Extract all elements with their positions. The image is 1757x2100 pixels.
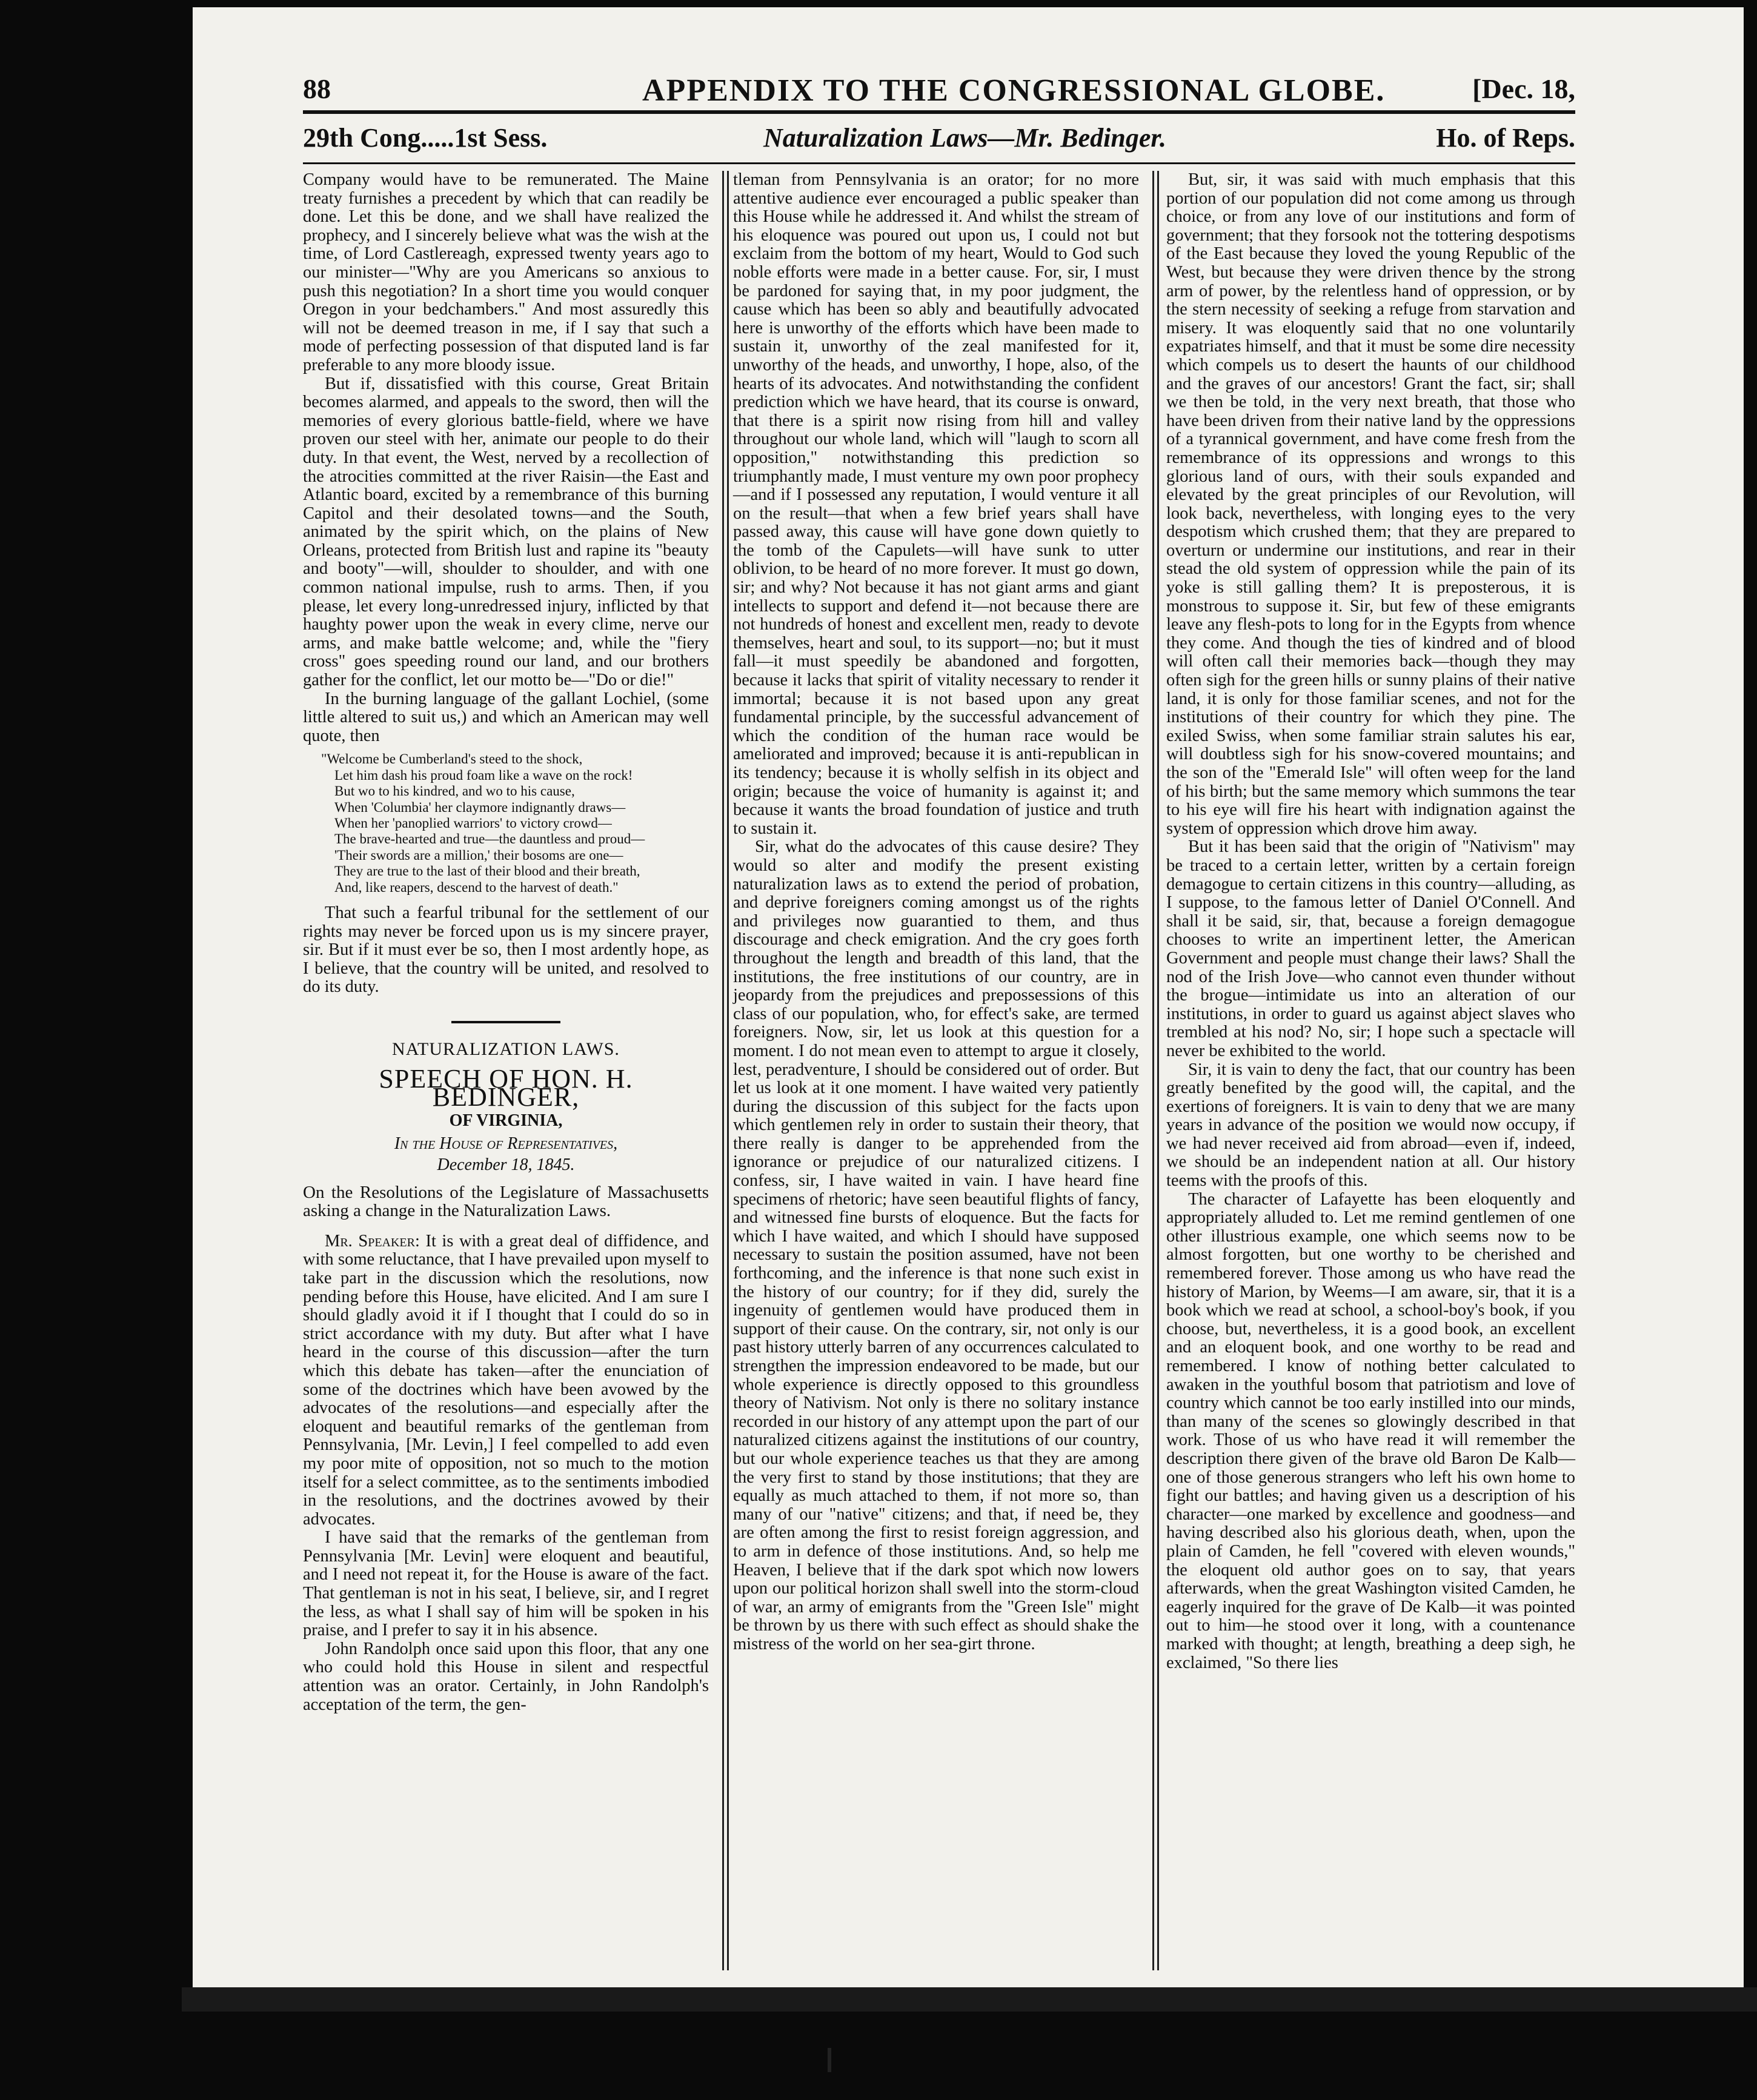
running-header xyxy=(303,119,1575,155)
verse-line: But wo to his kindred, and wo to his cause, xyxy=(334,783,575,799)
page-header xyxy=(303,67,1575,108)
speaker-address: Mr. Speaker: xyxy=(325,1231,420,1251)
verse-line: They are true to the last of their blood and their breath, xyxy=(334,863,640,879)
paragraph: Sir, what do the advocates of this cause desire? They would so alter and modify the present existing naturalization laws as to extend the period of probation, and deprive foreigners coming amongst us of the rights and privileges now guarantied to them, and thus discourage and check emigration. And the cry goes forth throughout the length and breadth of this land, that the institutions, the free institutions of our country, are in jeopardy from the prejudices and prepossessions of this class of our population, who, for effect's sake, are termed foreigners. Now, sir, let us look at this question for a moment. I do not mean even to attempt to argue it closely, lest, peradventure, I should be considered out of order. But let us look at it one moment. I have waited very patiently during the discussion of this subject for the facts upon which gentlemen rely in order to sustain their theory, that there really is danger to be apprehended from the ignorance or prejudice of our naturalized citizens. I confess, sir, I have waited in vain. I have heard fine specimens of rhetoric; have seen beautiful flights of fancy, and witnessed fine bursts of eloquence. But the facts for which I have waited, and which I should have supposed necessary to sustain the position assumed, have not been forthcoming, and the inference is that none such exist in the history of our country; for if they did, surely the ingenuity of gentlemen would have produced them in support of their cause. On the contrary, sir, not only is our past history utterly barren of any occurrences calculated to strengthen the impression endeavored to be made, but our whole experience is directly opposed to this groundless theory of Nativism. Not only is there no solitary instance recorded in our history of any attempt upon the part of our naturalized citizens against the institutions of our country, but our whole experience teaches us that they are among the very first to stand by those institutions; that they are equally as much attached to them, if not more so, than many of our "native" citizens; and that, if need be, they are often among the first to resist foreign aggression, and to arm in defence of those institutions. And, so help me Heaven, I believe that if the dark spot which now lowers upon our political horizon shall swell into the storm-cloud of war, an army of emigrants from the "Green Isle" might be thrown by us there with such effect as should shake the mistress of the world on her sea-girt throne. xyxy=(733,837,1139,1653)
section-divider xyxy=(451,1021,560,1023)
paragraph: But it has been said that the origin of "Nativism" may be traced to a certain letter, written by a certain foreign demagogue to certain citizens in this country—alluding, as I suppose, to the famous letter of Daniel O'Connell. And shall it be said, sir, that, because a foreign demagogue chooses to write an impertinent letter, the American Government and people must change their laws? Shall the nod of the Irish Jove—who cannot even thunder without the brogue—intimidate us into an alteration of our institutions, in order to guard us against abject slaves who trembled at his nod? No, sir; I hope such a spectacle will never be exhibited to the world. xyxy=(1166,837,1575,1060)
paragraph-text: It is with a great deal of diffidence, and with some reluctance, that I have prevailed upon myself to take part in the discussion which the resolutions, now pending before this House, have elicited. And I am sure I should gladly avoid it if I thought that I could do so in strict accordance with my duty. But after what I have heard in the course of this discussion—after the turn which this debate has taken—after the enunciation of some of the doctrines which have been avowed by the advocates of the resolutions—and especially after the eloquent and beautiful remarks of the gentleman from Pennsylvania, [Mr. Levin,] I feel compelled to add even my poor mite of opposition, not so much to the motion itself for a select committee, as to the sentiments imbodied in the resolutions, and the doctrines avowed by their advocates. xyxy=(303,1231,709,1529)
column-2 xyxy=(733,171,1139,1654)
paragraph: Company would have to be remunerated. The Maine treaty furnishes a precedent by which that can readily be done. Let this be done, and we shall have realized the prophecy, and I sincerely believe what was the wish at the time, of Lord Castlereagh, expressed twenty years ago to our minister—"Why are you Americans so anxious to push this negotiation? In a short time you would conquer Oregon in your bedchambers." And most assuredly this will not be deemed treason in me, if I say that such a mode of perfecting possession of that disputed land is far preferable to any more bloody issue. xyxy=(303,170,709,374)
verse-line: When her 'panoplied warriors' to victory crowd— xyxy=(334,816,612,831)
speech-title: SPEECH OF HON. H. BEDINGER, xyxy=(379,1063,633,1112)
speaker-state: OF VIRGINIA, xyxy=(449,1111,563,1130)
paragraph xyxy=(303,1232,709,1529)
house-label: Ho. of Reps. xyxy=(1436,123,1575,153)
paragraph: tleman from Pennsylvania is an orator; for no more attentive audience ever encouraged a public speaker than this House while he addressed it. And whilst the stream of his eloquence was poured out upon us, I could not but exclaim from the bottom of my heart, Would to God such noble efforts were made in a better cause. For, sir, I must be pardoned for saying that, in my poor judgment, the cause which has been so ably and beautifully advocated here is unworthy of the efforts which have been made to sustain it, unworthy of the zeal manifested for it, unworthy of the heads, and unworthy, I hope, also, of the hearts of its advocates. And notwithstanding the confident prediction which we have heard, that its course is onward, that there is a spirit now rising from hill and valley throughout our whole land, which will "laugh to scorn all opposition," notwithstanding this prediction so triumphantly made, I must venture my own poor prophecy—and if I possessed any reputation, I would venture it all on the result—that when a few brief years shall have passed away, this cause will have gone down quietly to the tomb of the Capulets—will have sunk to utter oblivion, to be heard of no more forever. It must go down, sir; and why? Not because it has not giant arms and giant intellects to support and defend it—not because there are not hundreds of honest and excellent men, ready to devote themselves, heart and soul, to its support—no; but it must fall—it must speedily be abandoned and forgotten, because it lacks that spirit of vitality necessary to render it immortal; because it is not based upon any great fundamental principle, by the successful advancement of which the condition of the human race would be ameliorated and improved; because it is anti-republican in its tendency; because it is wholly selfish in its object and origin; because the voice of humanity is against it; and because it wants the broad foundation of justice and truth to sustain it. xyxy=(733,170,1139,838)
verse-line: The brave-hearted and true—the dauntless and proud— xyxy=(334,831,645,847)
header-date: [Dec. 18, xyxy=(1472,73,1575,104)
paragraph: I have said that the remarks of the gentleman from Pennsylvania [Mr. Levin] were eloquent and beautiful, and I need not repeat it, for the House is aware of the fact. That gentleman is not in his seat, I believe, sir, and I regret the less, as what I shall say of him will be spoken in his praise, and I prefer to say it in his absence. xyxy=(303,1528,709,1640)
running-title: Naturalization Laws—Mr. Bedinger. xyxy=(763,123,1167,153)
quoted-verse xyxy=(321,751,709,895)
verse-line: "Welcome be Cumberland's steed to the shock, xyxy=(321,751,583,767)
congress-session: 29th Cong.....1st Sess. xyxy=(303,123,548,153)
verse-line: And, like reapers, descend to the harvest of death." xyxy=(334,879,619,895)
column-rule xyxy=(727,171,729,1970)
header-rule xyxy=(303,110,1575,114)
speech-date: December 18, 1845. xyxy=(437,1155,575,1174)
paragraph: In the burning language of the gallant Lochiel, (some little altered to suit us,) and which an American may well quote, then xyxy=(303,689,709,745)
verse-line: Let him dash his proud foam like a wave on the rock! xyxy=(334,767,633,783)
column-rule xyxy=(722,171,724,1970)
verse-line: 'Their swords are a million,' their bosoms are one— xyxy=(334,847,623,863)
column-3 xyxy=(1166,171,1575,1672)
page-shadow xyxy=(182,1987,1757,2012)
column-rule xyxy=(1157,171,1159,1970)
paragraph: But if, dissatisfied with this course, Great Britain becomes alarmed, and appeals to the sword, then will the memories of every glorious battle-field, where we have proven our steel with her, animate our people to do their duty. In that event, the West, nerved by a recollection of the atrocities committed at the river Raisin—the East and Atlantic board, excited by a remembrance of this burning Capitol and their desolated towns—and the South, animated by the spirit which, on the plains of New Orleans, protected from British lust and rapine its "beauty and booty"—will, shoulder to shoulder, and with one common national impulse, rush to arms. Then, if you please, let every long-unredressed injury, inflicted by that haughty power upon the weak in every clime, nerve our arms, and make battle welcome; and, while the "fiery cross" goes speeding round our land, and our brothers gather for the conflict, let our motto be—"Do or die!" xyxy=(303,374,709,690)
column-rule xyxy=(1152,171,1154,1970)
chamber-line: In the House of Representatives, xyxy=(394,1134,618,1154)
journal-title: APPENDIX TO THE CONGRESSIONAL GLOBE. xyxy=(642,73,1386,108)
resolution-summary: On the Resolutions of the Legislature of Massachusetts asking a change in the Naturalization Laws. xyxy=(303,1182,709,1221)
paragraph: That such a fearful tribunal for the settlement of our rights may never be forced upon us is my sincere prayer, sir. But if it must ever be so, then I most ardently hope, as I believe, that the country will be united, and resolved to do its duty. xyxy=(303,903,709,997)
paragraph: Sir, it is vain to deny the fact, that our country has been greatly benefited by the good will, the capital, and the exertions of foreigners. It is vain to deny that we are many years in advance of the position we would now occupy, if we had never received aid from abroad—even if, indeed, we should be an independent nation at all. Our history teems with the proofs of this. xyxy=(1166,1060,1575,1191)
subheader-rule xyxy=(303,162,1575,164)
section-title: NATURALIZATION LAWS. xyxy=(392,1039,620,1060)
scan-artifact xyxy=(828,2048,831,2072)
verse-line: When 'Columbia' her claymore indignantly draws— xyxy=(334,799,626,815)
column-1 xyxy=(303,171,709,1714)
paragraph: John Randolph once said upon this floor, that any one who could hold this House in silent and respectful attention was an orator. Certainly, in John Randolph's acceptation of the term, the gen- xyxy=(303,1639,709,1714)
page-number: 88 xyxy=(303,73,331,104)
paragraph: The character of Lafayette has been eloquently and appropriately alluded to. Let me remind gentlemen of one other illustrious example, one which seems now to be almost forgotten, but one worthy to be cherished and remembered forever. Those among us who have read the history of Marion, by Weems—I am aware, sir, that it is a book which we read at school, a school-boy's book, if you choose, but, nevertheless, it is a good book, an excellent and an eloquent book, and one worthy to be read and remembered. I know of nothing better calculated to awaken in the youthful bosom that patriotism and love of country which cannot be too early instilled into our minds, than many of the scenes so glowingly described in that work. Those of us who have read it will remember the description there given of the brave old Baron De Kalb—one of those generous strangers who left his own home to fight our battles; and having given us a description of his character—one marked by excellence and goodness—and having described also his glorious death, when, upon the plain of Camden, he fell "covered with eleven wounds," the eloquent old author goes on to say, that years afterwards, when the great Washington visited Camden, he eagerly inquired for the grave of De Kalb—it was pointed out to him—he stood over it long, with a countenance marked with thought; at length, breathing a deep sigh, he exclaimed, "So there lies xyxy=(1166,1189,1575,1672)
paragraph: But, sir, it was said with much emphasis that this portion of our population did not come among us through choice, or from any love of our institutions and form of government; that they forsook not the tottering despotisms of the East because they loved the young Republic of the West, but because they were driven thence by the strong arm of power, by the relentless hand of oppression, or by the stern necessity of seeking a refuge from starvation and misery. It was eloquently said that no one voluntarily expatriates himself, and that it must be some dire necessity which compels us to desert the haunts of our childhood and the graves of our ancestors! Grant the fact, sir; shall we then be told, in the very next breath, that those who have been driven from their native land by the oppressions of a tyrannical government, and have come fresh from the remembrance of its oppressions and wrongs to this glorious land of ours, with their souls expanded and elevated by the great principles of our Revolution, will look back, nevertheless, with longing eyes to the very despotism which crushed them; that they are prepared to overturn or undermine our institutions, and rear in their stead the old system of oppression while the pain of its yoke is still galling them? It is preposterous, it is monstrous to suppose it. Sir, but few of these emigrants leave any flesh-pots to long for in the Egypts from whence they come. And though the ties of kindred and of blood will often call their memories back—though they may often sigh for the green hills or sunny plains of their native land, it is only for those familiar scenes, and not for the institutions of their country for which they pine. The exiled Swiss, when some familiar strain salutes his ear, will doubtless sigh for his snow-covered mountains; and the son of the "Emerald Isle" will often weep for the land of his birth; but the same memory which summons the tear to his eye will fire his heart with indignation against the system of oppression which drove him away. xyxy=(1166,170,1575,838)
